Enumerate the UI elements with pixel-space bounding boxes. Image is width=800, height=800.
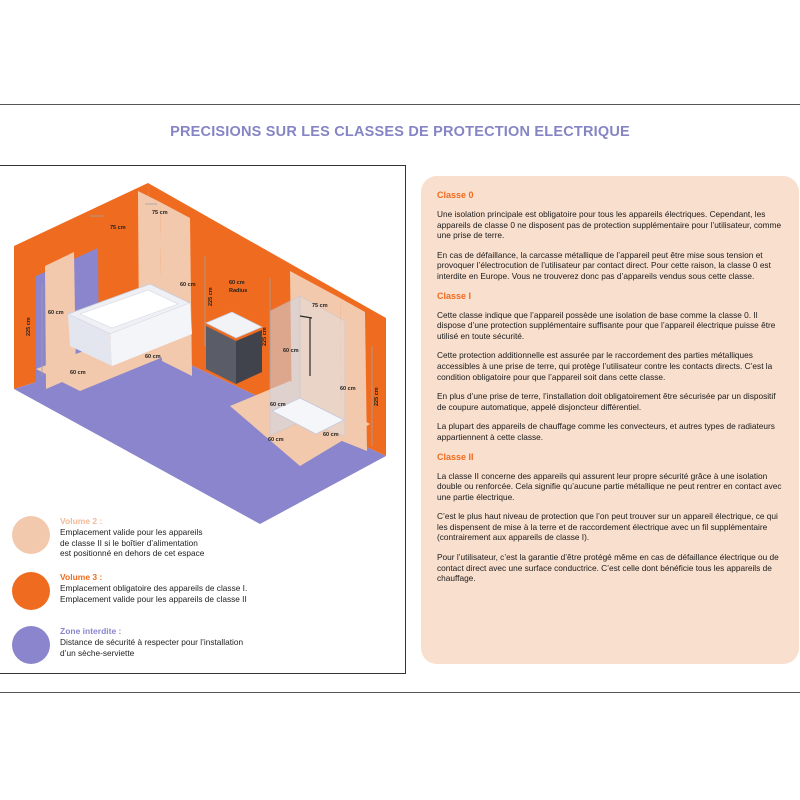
top-divider bbox=[0, 104, 800, 105]
page-title: PRECISIONS SUR LES CLASSES DE PROTECTION ELECTRIQUE bbox=[170, 124, 630, 140]
legend-title: Zone interdite : bbox=[60, 626, 122, 636]
dim-label: 225 cm bbox=[262, 327, 268, 346]
legend-description: Emplacement obligatoire des appareils de classe I. Emplacement valide pour les appareils de classe II bbox=[60, 583, 248, 604]
class2-paragraph: Pour l’utilisateur, c’est la garantie d’être protégé même en cas de défaillance électrique ou de contact direct avec une surface conductrice. C’est celle dont bénéficie tous les appareils de chauffage. bbox=[437, 552, 779, 584]
legend-title: Volume 2 : bbox=[60, 516, 103, 526]
volume2-swatch bbox=[12, 516, 50, 554]
dim-label: 60 cm bbox=[145, 354, 161, 360]
class1-paragraph: Cette protection additionnelle est assurée par le raccordement des parties métalliques accessibles à une prise de terre, qui protège l’utilisateur contre les contacts directs. C’est la condition obligatoire pour que l’appareil soit dans cette classe. bbox=[437, 350, 773, 382]
dim-label: 60 cm bbox=[340, 386, 356, 392]
volume3-swatch bbox=[12, 572, 50, 610]
class0-title: Classe 0 bbox=[437, 190, 474, 200]
dim-label: 75 cm bbox=[312, 303, 328, 309]
bottom-divider bbox=[0, 692, 800, 693]
dim-label: 60 cm bbox=[270, 402, 286, 408]
dim-label: 225 cm bbox=[26, 317, 32, 336]
dim-label: 60 cm bbox=[268, 437, 284, 443]
dim-label: 60 cm bbox=[283, 348, 299, 354]
dim-label: 225 cm bbox=[374, 387, 380, 406]
class1-paragraph: La plupart des appareils de chauffage comme les convecteurs, et autres types de radiateurs appartiennent à cette classe. bbox=[437, 421, 775, 442]
radius-label: 60 cm bbox=[229, 280, 245, 286]
forbidden-zone-swatch bbox=[12, 626, 50, 664]
class0-paragraph: Une isolation principale est obligatoire pour tous les appareils électriques. Cependant, les appareils de classe 0 ne disposent pas de protection supplémentaire pour l’utilisateur, comme une prise de terre. bbox=[437, 209, 782, 241]
class0-paragraph: En cas de défaillance, la carcasse métallique de l’appareil peut être mise sous tension et provoquer l’électrocution de l’utilisateur par contact direct. Pour cette raison, la classe 0 est interdite en Europe. Vous ne trouverez donc pas d’appareils vendus sous cette classe. bbox=[437, 249, 771, 281]
radius-label: Radius bbox=[229, 288, 248, 294]
dim-label: 60 cm bbox=[48, 310, 64, 316]
legend-description: Distance de sécurité à respecter pour l’installation d’un sèche-serviette bbox=[60, 637, 244, 658]
class1-title: Classe I bbox=[437, 290, 472, 301]
diagram-panel bbox=[0, 165, 406, 674]
dim-label: 60 cm bbox=[70, 370, 86, 376]
legend-description: Emplacement valide pour les appareils de classe II si le boîtier d’alimentation est positionné en dehors de cet espace bbox=[60, 527, 205, 558]
dim-label: 225 cm bbox=[208, 287, 214, 306]
dim-label: 60 cm bbox=[323, 432, 339, 438]
dim-label: 75 cm bbox=[152, 210, 168, 216]
class2-paragraph: C’est le plus haut niveau de protection que l’on peut trouver sur un appareil électrique, ce qui les dispensent de mise à la terre et de raccordement électrique avec un fil supplémentaire (contrairement aux appareils de classe I). bbox=[437, 511, 778, 543]
class2-paragraph: La classe II concerne des appareils qui assurent leur propre sécurité grâce à une isolation double ou renforcée. Cela signifie qu’aucune partie métallique ne peut rentrer en contact avec une partie électrique. bbox=[437, 470, 782, 502]
class1-paragraph: Cette classe indique que l’appareil possède une isolation de base comme la classe 0. Il dispose d’une protection supplémentaire suffisante pour que l’appareil électrique puisse être utilisé en toute sécurité. bbox=[437, 309, 776, 341]
legend-title: Volume 3 : bbox=[60, 572, 103, 582]
info-panel bbox=[421, 176, 799, 664]
class1-paragraph: En plus d’une prise de terre, l’installation doit obligatoirement être sécurisée par un dispositif de coupure automatique, appelé disjoncteur différentiel. bbox=[437, 391, 776, 412]
class2-title: Classe II bbox=[437, 451, 474, 462]
dim-label: 60 cm bbox=[180, 282, 196, 288]
dim-label: 75 cm bbox=[110, 225, 126, 231]
